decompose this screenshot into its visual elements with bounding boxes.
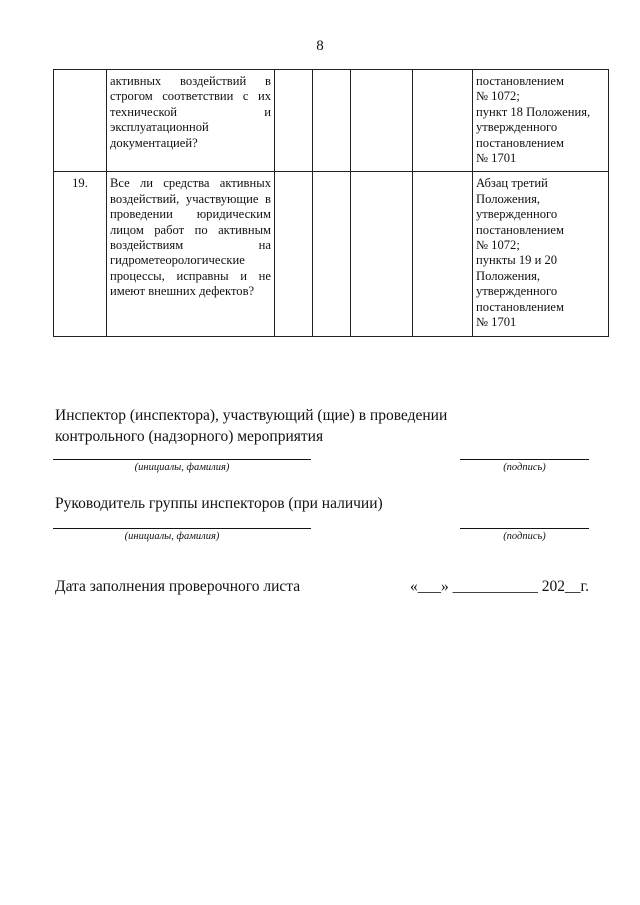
table-row xyxy=(54,70,609,172)
question-line: гидрометеорологические xyxy=(110,253,245,268)
answer-yes-cell[interactable] xyxy=(275,172,313,336)
reference-line: № 1072; xyxy=(476,89,520,104)
reference-line: Положения, xyxy=(476,268,541,283)
reference-line: постановлением xyxy=(476,222,564,237)
reference-line: постановлением xyxy=(476,74,564,88)
group-leader-name-line[interactable] xyxy=(53,528,311,529)
reference-line: № 1701 xyxy=(476,151,517,166)
reference-line: Положения, xyxy=(476,191,541,206)
inspector-signature-line[interactable] xyxy=(460,459,589,460)
question-line: строгом соответствии с их xyxy=(110,89,271,104)
question-line: имеют внешних дефектов? xyxy=(110,284,255,299)
inspector-name-caption: (инициалы, фамилия) xyxy=(134,462,230,473)
answer-na-cell[interactable] xyxy=(351,172,413,336)
question-line: активных воздействий в xyxy=(110,74,271,88)
row-number-cell xyxy=(54,70,107,172)
group-leader-signature-line[interactable] xyxy=(460,528,589,529)
answer-no-cell[interactable] xyxy=(313,70,351,172)
question-line: процессы, исправны и не xyxy=(110,268,271,283)
comment-cell[interactable] xyxy=(413,172,473,336)
question-line: технической и xyxy=(110,104,271,119)
reference-line: утвержденного xyxy=(476,207,558,222)
question-line: воздействий, участвующие в xyxy=(110,191,271,206)
reference-cell xyxy=(473,172,609,336)
reference-line: пункт 18 Положения, xyxy=(476,104,591,119)
question-line: Все ли средства активных xyxy=(110,176,271,191)
reference-line: пункты 19 и 20 xyxy=(476,253,558,268)
date-fields[interactable]: «___» ___________ 202__г. xyxy=(410,578,589,595)
question-line: проведении юридическим xyxy=(110,207,271,222)
reference-line: № 1701 xyxy=(476,315,517,330)
reference-line: Абзац третий xyxy=(476,176,548,191)
comment-cell[interactable] xyxy=(413,70,473,172)
reference-line: утвержденного xyxy=(476,284,558,299)
reference-line: постановлением xyxy=(476,135,564,150)
inspector-label-line: контрольного (надзорного) мероприятия xyxy=(55,428,324,445)
group-leader-label: Руководитель группы инспекторов (при наличии) xyxy=(55,495,383,512)
checklist-table xyxy=(53,69,609,337)
question-line: лицом работ по активным xyxy=(110,222,271,237)
reference-line: утвержденного xyxy=(476,120,558,135)
inspector-label xyxy=(55,405,447,447)
page-number: 8 xyxy=(316,38,324,54)
inspector-name-line[interactable] xyxy=(53,459,311,460)
question-line: эксплуатационной xyxy=(110,120,209,135)
date-label: Дата заполнения проверочного листа xyxy=(55,578,301,595)
table-row xyxy=(54,172,609,336)
inspector-label-line: Инспектор (инспектора), участвующий (щие) в проведении xyxy=(55,407,448,424)
question-cell xyxy=(107,70,275,172)
answer-no-cell[interactable] xyxy=(313,172,351,336)
reference-line: № 1072; xyxy=(476,238,520,253)
question-line: документацией? xyxy=(110,135,198,150)
answer-yes-cell[interactable] xyxy=(275,70,313,172)
reference-cell xyxy=(473,70,609,172)
answer-na-cell[interactable] xyxy=(351,70,413,172)
reference-line: постановлением xyxy=(476,299,564,314)
group-leader-signature-caption: (подпись) xyxy=(503,531,546,542)
question-line: воздействиям на xyxy=(110,238,271,253)
row-number-cell: 19. xyxy=(54,172,107,336)
question-cell xyxy=(107,172,275,336)
group-leader-name-caption: (инициалы, фамилия) xyxy=(124,531,220,542)
inspector-signature-caption: (подпись) xyxy=(503,462,546,473)
